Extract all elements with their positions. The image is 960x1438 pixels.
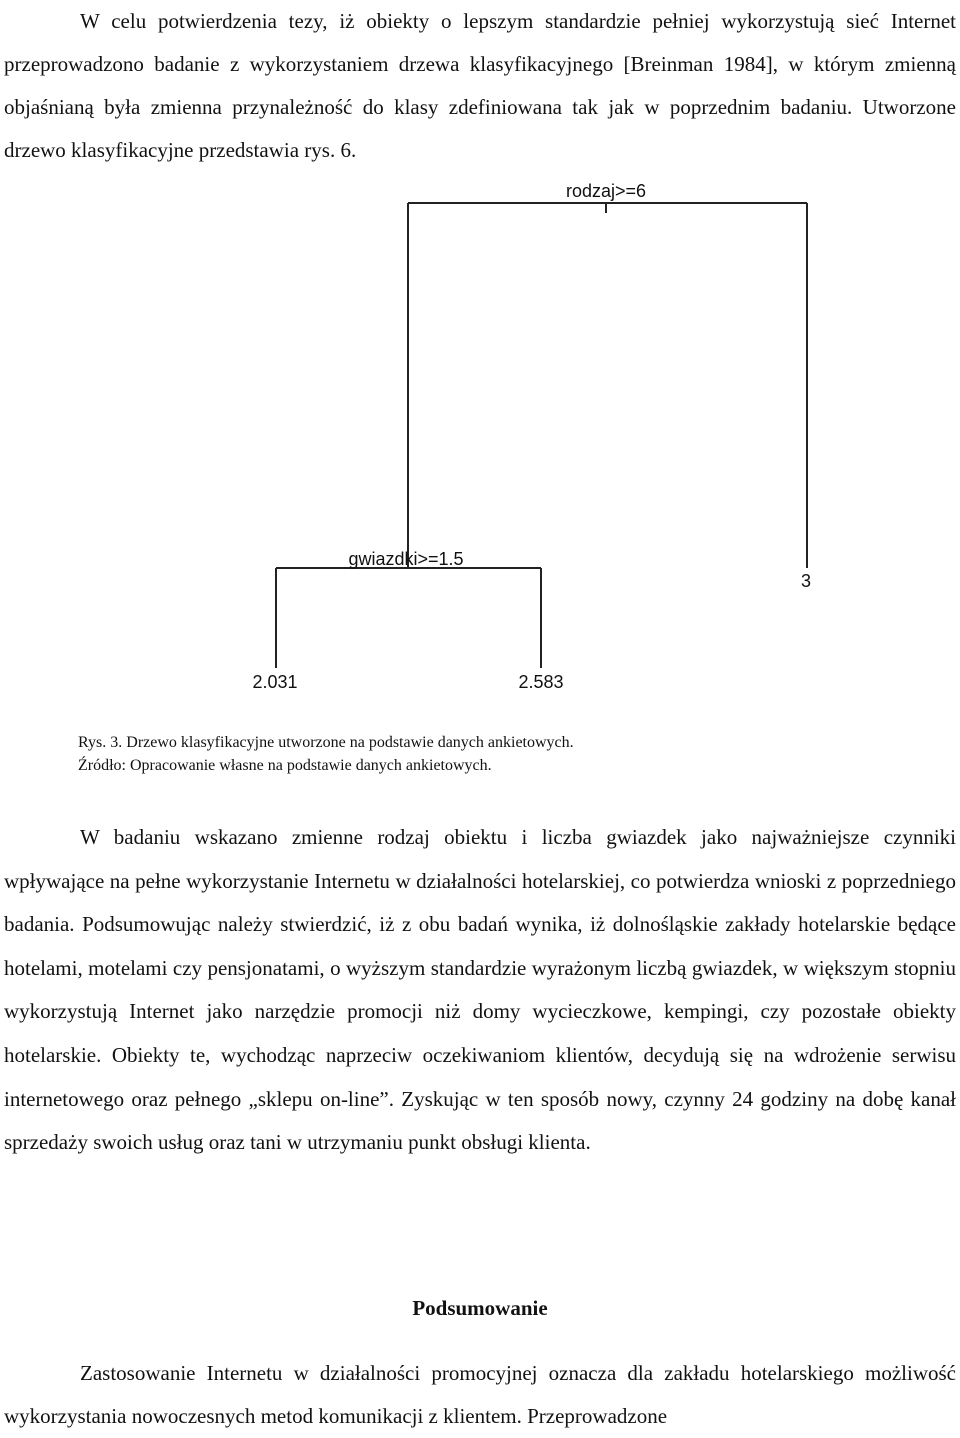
summary-paragraph: Zastosowanie Internetu w działalności promocyjnej oznacza dla zakładu hotelarskiego możliwość wykorzystania nowoczesnych metod komunikacji z klientem. Przeprowadzone: [4, 1361, 956, 1428]
root-split-label: rodzaj>=6: [565, 181, 647, 201]
intro-paragraph: W celu potwierdzenia tezy, iż obiekty o lepszym standardzie pełniej wykorzystują sieć Internet przeprowadzono badanie z wykorzystaniem drzewa klasyfikacyjnego [Breinman 1984], w którym zmienną objaśnianą była zmienna przynależność do klasy zdefiniowana tak jak w poprzednim badaniu. Utworzone drzewo klasyfikacyjne przedstawia rys. 6.: [4, 9, 956, 162]
figure-source: Źródło: Opracowanie własne na podstawie danych ankietowych.: [78, 757, 492, 774]
leaf-label-right: 3: [800, 571, 812, 591]
figure-caption: Rys. 3. Drzewo klasyfikacyjne utworzone na podstawie danych ankietowych.: [78, 734, 574, 751]
leaf-label-left-left: 2.031: [252, 672, 298, 692]
left-split-label: gwiazdki>=1.5: [348, 549, 464, 569]
section-heading: Podsumowanie: [412, 1296, 548, 1320]
leaf-label-left-right: 2.583: [518, 672, 564, 692]
body-paragraph: W badaniu wskazano zmienne rodzaj obiektu i liczba gwiazdek jako najważniejsze czynniki wpływające na pełne wykorzystanie Internetu w działalności hotelarskiej, co potwierdza wnioski z poprzedniego badania. Podsumowując należy stwierdzić, iż z obu badań wynika, iż dolnośląskie zakłady hotelarskie będące hotelami, motelami czy pensjonatami, o wyższym standardzie wyrażonym liczbą gwiazdek, w większym stopniu wykorzystują Internet jako narzędzie promocji niż domy wycieczkowe, kempingi, czy pozostałe obiekty hotelarskie. Obiekty te, wychodząc naprzeciw oczekiwaniom klientów, decydują się na wdrożenie serwisu internetowego oraz pełnego „sklepu on-line”. Zyskując w ten sposób nowy, czynny 24 godziny na dobę kanał sprzedaży swoich usług oraz tani w utrzymaniu punkt obsługi klienta.: [4, 825, 956, 1155]
